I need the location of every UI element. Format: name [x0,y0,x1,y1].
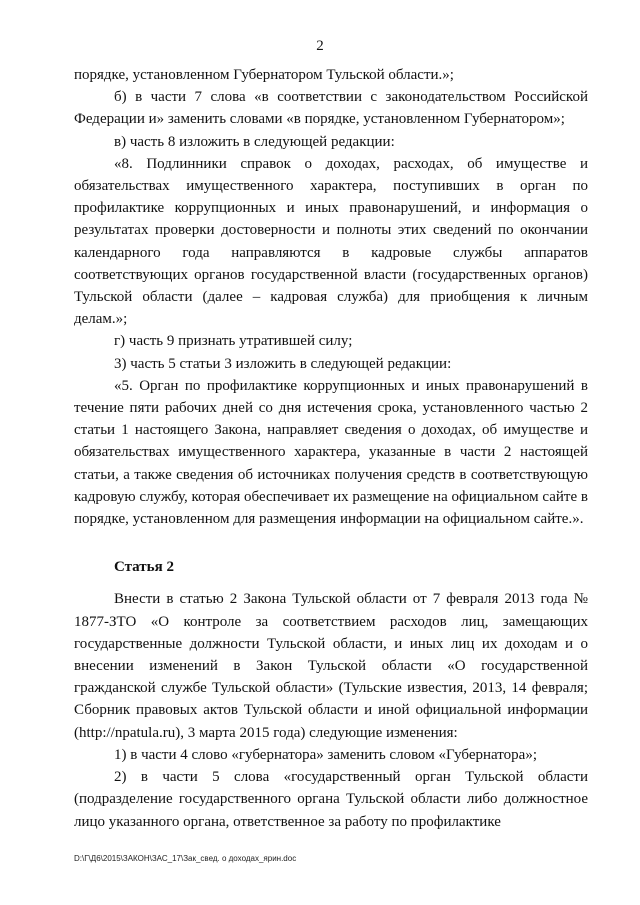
paragraph: 1) в части 4 слово «губернатора» заменить словом «Губернатора»; [114,746,537,763]
paragraph: «8. Подлинники справок о доходах, расходах, об имуществе и обязательствах имущественного характера, поступивших в орган по профилактике коррупционных и иных правонарушений, и информация о результатах проверки достоверности и полноты этих сведений по окончании календарного года направляются в кадровые службы аппаратов соответствующих органов государственной власти (государственных органов) Тульской области (далее – кадровая служба) для приобщения к личным делам.»; [74,155,588,328]
document-body [74,64,588,833]
paragraph: 3) часть 5 статьи 3 изложить в следующей редакции: [114,355,452,372]
file-path-footer: D:\Г\Д6\2015\ЗАКОН\ЗАС_17\Зак_свед. о доходах_ярин.doc [74,854,297,863]
paragraph: в) часть 8 изложить в следующей редакции: [114,133,395,150]
paragraph: порядке, установленном Губернатором Тульской области.»; [74,67,454,83]
paragraph: б) в части 7 слова «в соответствии с законодательством Российской Федерации и» заменить словами «в порядке, установленном Губернатором»; [74,89,588,128]
page-number: 2 [316,38,324,54]
paragraph: 2) в части 5 слова «государственный орган Тульской области (подразделение государственного органа Тульской области либо должностное лицо указанного органа, ответственное за работу по профилактике [74,769,588,830]
paragraph: Внести в статью 2 Закона Тульской области от 7 февраля 2013 года № 1877-ЗТО «О контроле за соответствием расходов лиц, замещающих государственные должности Тульской области, и иных лиц их доходам и о внесении изменений в Закон Тульской области «О государственной гражданской службе Тульской области» (Тульские известия, 2013, 14 февраля; Сборник правовых актов Тульской области и иной официальной информации (http://npatula.ru), 3 марта 2015 года) следующие изменения: [74,591,588,741]
paragraph: «5. Орган по профилактике коррупционных и иных правонарушений в течение пяти рабочих дней со дня истечения срока, установленного частью 2 статьи 1 настоящего Закона, направляет сведения о доходах, об имуществе и обязательствах имущественного характера, указанные в части 2 настоящей статьи, а также сведения об источниках получения средств в соответствующую кадровую службу, которая обеспечивает их размещение на официальном сайте в порядке, установленном для размещения информации на официальном сайте.». [74,377,588,528]
paragraph: г) часть 9 признать утратившей силу; [114,333,353,350]
article-heading: Статья 2 [114,559,174,576]
